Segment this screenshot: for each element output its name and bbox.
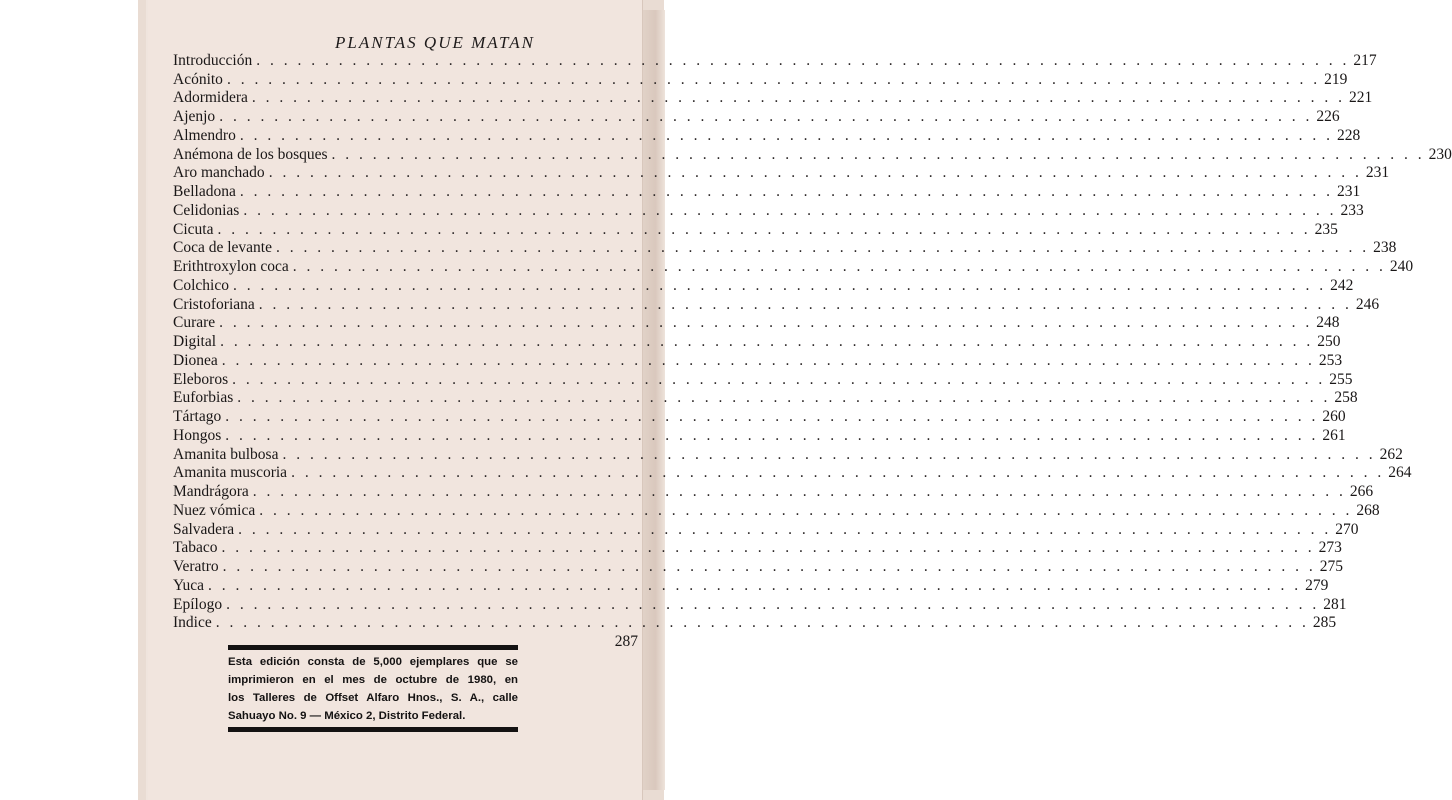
- toc-leader-dots: . . . . . . . . . . . . . . . . . . . . . . . . . . . . . . . . . . . . . . . . . . . . . . . . . . . . . . . . . . . . . . . . . . . . . . . . . . . . . . . .: [259, 501, 1353, 519]
- toc-entry-label: Nuez vómica: [173, 501, 256, 519]
- toc-entry-label: Digital: [173, 333, 217, 350]
- toc-entry-page: 219: [1324, 70, 1348, 88]
- toc-leader-dots: . . . . . . . . . . . . . . . . . . . . . . . . . . . . . . . . . . . . . . . . . . . . . . . . . . . . . . . . . . . . . . . . . . . . . . . . . . . . . . . .: [232, 370, 1326, 388]
- toc-entry-page: 221: [1349, 89, 1373, 107]
- colophon-line: Esta edición consta de 5,000 ejemplares que se: [228, 656, 518, 668]
- toc-entry: [173, 164, 1390, 183]
- toc-entry-page: 268: [1356, 501, 1380, 519]
- toc-leader-dots: . . . . . . . . . . . . . . . . . . . . . . . . . . . . . . . . . . . . . . . . . . . . . . . . . . . . . . . . . . . . . . . . . . . . . . . . . . . . . . . .: [221, 351, 1315, 369]
- toc-entry-label: Curare: [173, 314, 216, 332]
- toc-entry-label: Amanita muscoria: [173, 464, 288, 482]
- toc-entry-page: 233: [1340, 201, 1364, 219]
- toc-entry-page: 248: [1316, 314, 1340, 332]
- toc-entry-page: 281: [1323, 595, 1347, 613]
- toc-entry: [173, 201, 1364, 220]
- colophon-line: imprimieron en el mes de octubre de 1980, en: [228, 674, 518, 686]
- toc-entry: [173, 464, 1412, 483]
- toc-entry-page: 217: [1353, 51, 1377, 69]
- toc-leader-dots: . . . . . . . . . . . . . . . . . . . . . . . . . . . . . . . . . . . . . . . . . . . . . . . . . . . . . . . . . . . . . . . . . . . . . . . . . . . . . . . .: [221, 539, 1315, 557]
- toc-entry: [173, 239, 1397, 258]
- toc-entry-label: Belladona: [173, 183, 236, 200]
- toc-leader-dots: . . . . . . . . . . . . . . . . . . . . . . . . . . . . . . . . . . . . . . . . . . . . . . . . . . . . . . . . . . . . . . . . . . . . . . . . . . . . . . . .: [208, 576, 1302, 594]
- toc-leader-dots: . . . . . . . . . . . . . . . . . . . . . . . . . . . . . . . . . . . . . . . . . . . . . . . . . . . . . . . . . . . . . . . . . . . . . . . . . . . . . . . .: [291, 464, 1385, 482]
- toc-leader-dots: . . . . . . . . . . . . . . . . . . . . . . . . . . . . . . . . . . . . . . . . . . . . . . . . . . . . . . . . . . . . . . . . . . . . . . . . . . . . . . . .: [282, 445, 1376, 463]
- toc-entry-page: 279: [1305, 576, 1329, 594]
- toc-entry-page: 262: [1379, 445, 1403, 463]
- toc-entry: [173, 501, 1380, 520]
- toc-leader-dots: . . . . . . . . . . . . . . . . . . . . . . . . . . . . . . . . . . . . . . . . . . . . . . . . . . . . . . . . . . . . . . . . . . . . . . . . . . . . . . . .: [256, 51, 1350, 69]
- toc-entry: [173, 576, 1329, 595]
- toc-leader-dots: . . . . . . . . . . . . . . . . . . . . . . . . . . . . . . . . . . . . . . . . . . . . . . . . . . . . . . . . . . . . . . . . . . . . . . . . . . . . . . . .: [239, 183, 1333, 200]
- toc-leader-dots: . . . . . . . . . . . . . . . . . . . . . . . . . . . . . . . . . . . . . . . . . . . . . . . . . . . . . . . . . . . . . . . . . . . . . . . . . . . . . . . .: [268, 164, 1362, 182]
- toc-leader-dots: . . . . . . . . . . . . . . . . . . . . . . . . . . . . . . . . . . . . . . . . . . . . . . . . . . . . . . . . . . . . . . . . . . . . . . . . . . . . . . . .: [292, 258, 1386, 275]
- toc-entry-page: 250: [1317, 333, 1341, 350]
- toc-entry-label: Salvadera: [173, 520, 235, 538]
- toc-entry: [173, 276, 1354, 295]
- toc-entry-label: Tabaco: [173, 539, 218, 557]
- toc-leader-dots: . . . . . . . . . . . . . . . . . . . . . . . . . . . . . . . . . . . . . . . . . . . . . . . . . . . . . . . . . . . . . . . . . . . . . . . . . . . . . . . .: [252, 483, 1346, 500]
- toc-entry-page: 231: [1365, 164, 1390, 182]
- toc-entry-page: 264: [1388, 464, 1412, 482]
- toc-entry-label: Almendro: [173, 126, 236, 144]
- toc-entry-label: Adormidera: [173, 89, 248, 107]
- colophon-box: [228, 645, 518, 732]
- table-of-contents: [173, 51, 1452, 651]
- toc-entry-label: Amanita bulbosa: [173, 445, 279, 463]
- toc-entry: [173, 51, 1377, 70]
- toc-entry-label: Eleboros: [173, 370, 229, 388]
- toc-leader-dots: . . . . . . . . . . . . . . . . . . . . . . . . . . . . . . . . . . . . . . . . . . . . . . . . . . . . . . . . . . . . . . . . . . . . . . . . . . . . . . . .: [238, 520, 1332, 538]
- toc-entry-label: Yuca: [173, 576, 204, 594]
- toc-entry: [173, 145, 1452, 164]
- toc-entry: [173, 370, 1353, 389]
- toc-entry-label: Veratro: [173, 558, 219, 575]
- toc-leader-dots: . . . . . . . . . . . . . . . . . . . . . . . . . . . . . . . . . . . . . . . . . . . . . . . . . . . . . . . . . . . . . . . . . . . . . . . . . . . . . . . .: [251, 89, 1346, 107]
- toc-leader-dots: . . . . . . . . . . . . . . . . . . . . . . . . . . . . . . . . . . . . . . . . . . . . . . . . . . . . . . . . . . . . . . . . . . . . . . . . . . . . . . . .: [219, 314, 1313, 332]
- toc-leader-dots: . . . . . . . . . . . . . . . . . . . . . . . . . . . . . . . . . . . . . . . . . . . . . . . . . . . . . . . . . . . . . . . . . . . . . . . . . . . . . . . .: [215, 614, 1309, 632]
- toc-leader-dots: . . . . . . . . . . . . . . . . . . . . . . . . . . . . . . . . . . . . . . . . . . . . . . . . . . . . . . . . . . . . . . . . . . . . . . . . . . . . . . . .: [239, 126, 1333, 144]
- toc-entry-page: 287: [614, 633, 638, 650]
- toc-entry: [173, 482, 1374, 501]
- toc-entry-label: Dionea: [173, 351, 218, 369]
- toc-entry-label: Celidonias: [173, 201, 240, 219]
- toc-entry-label: Introducción: [173, 51, 253, 69]
- toc-entry-label: Euforbias: [173, 389, 234, 407]
- toc-entry: [173, 89, 1373, 108]
- toc-entry-page: 253: [1318, 351, 1343, 369]
- toc-entry-label: Coca de levante: [173, 239, 272, 257]
- toc-entry-label: Acónito: [173, 70, 223, 88]
- toc-entry-label: Anémona de los bosques: [173, 145, 328, 163]
- toc-entry-label: Hongos: [173, 426, 222, 444]
- toc-leader-dots: . . . . . . . . . . . . . . . . . . . . . . . . . . . . . . . . . . . . . . . . . . . . . . . . . . . . . . . . . . . . . . . . . . . . . . . . . . . . . . . .: [237, 389, 1331, 407]
- toc-entry: [173, 539, 1342, 558]
- toc-entry: [173, 389, 1358, 408]
- toc-entry-page: 258: [1334, 389, 1358, 407]
- toc-entry: [173, 351, 1343, 370]
- toc-entry-label: Erithtroxylon coca: [173, 258, 289, 275]
- toc-entry-label: Cicuta: [173, 220, 214, 238]
- toc-leader-dots: . . . . . . . . . . . . . . . . . . . . . . . . . . . . . . . . . . . . . . . . . . . . . . . . . . . . . . . . . . . . . . . . . . . . . . . . . . . . . . . .: [243, 201, 1337, 219]
- toc-entry-page: 285: [1312, 614, 1337, 632]
- toc-leader-dots: . . . . . . . . . . . . . . . . . . . . . . . . . . . . . . . . . . . . . . . . . . . . . . . . . . . . . . . . . . . . . . . . . . . . . . . . . . . . . . . .: [220, 333, 1314, 350]
- toc-entry-page: 231: [1336, 183, 1361, 200]
- toc-entry-page: 270: [1335, 520, 1359, 538]
- toc-entry-label: Epílogo: [173, 595, 223, 613]
- toc-entry-label: Mandrágora: [173, 483, 249, 500]
- toc-leader-dots: . . . . . . . . . . . . . . . . . . . . . . . . . . . . . . . . . . . . . . . . . . . . . . . . . . . . . . . . . . . . . . . . . . . . . . . . . . . . . . . .: [225, 408, 1319, 425]
- toc-leader-dots: . . . . . . . . . . . . . . . . . . . . . . . . . . . . . . . . . . . . . . . . . . . . . . . . . . . . . . . . . . . . . . . . . . . . . . . . . . . . . . . .: [258, 295, 1352, 313]
- toc-entry-page: 255: [1329, 370, 1353, 388]
- toc-entry: [173, 614, 1337, 633]
- toc-entry-label: Aro manchado: [173, 164, 265, 182]
- toc-entry-label: Ajenjo: [173, 108, 216, 125]
- toc-entry: [173, 332, 1341, 351]
- toc-entry: [173, 314, 1340, 333]
- toc-entry-page: 226: [1316, 108, 1340, 125]
- toc-entry: [173, 557, 1343, 576]
- toc-entry: [173, 70, 1348, 89]
- toc-entry: [173, 126, 1361, 145]
- toc-leader-dots: . . . . . . . . . . . . . . . . . . . . . . . . . . . . . . . . . . . . . . . . . . . . . . . . . . . . . . . . . . . . . . . . . . . . . . . . . . . . . . . .: [217, 220, 1311, 238]
- colophon-line: Sahuayo No. 9 — México 2, Distrito Federal.: [228, 710, 466, 722]
- toc-entry-page: 266: [1349, 483, 1374, 500]
- toc-leader-dots: . . . . . . . . . . . . . . . . . . . . . . . . . . . . . . . . . . . . . . . . . . . . . . . . . . . . . . . . . . . . . . . . . . . . . . . . . . . . . . . .: [226, 595, 1320, 613]
- toc-entry: [173, 257, 1414, 276]
- toc-leader-dots: . . . . . . . . . . . . . . . . . . . . . . . . . . . . . . . . . . . . . . . . . . . . . . . . . . . . . . . . . . . . . . . . . . . . . . . . . . . . . . . .: [225, 426, 1319, 444]
- toc-entry: [173, 182, 1361, 201]
- section-title: PLANTAS QUE MATAN: [335, 33, 535, 52]
- toc-entry: [173, 445, 1403, 464]
- toc-entry-page: 228: [1336, 126, 1361, 144]
- colophon-line: los Talleres de Offset Alfaro Hnos., S. A., calle: [228, 692, 518, 704]
- toc-entry-page: 230: [1428, 145, 1452, 163]
- toc-entry: [173, 220, 1338, 239]
- toc-entry: [173, 426, 1346, 445]
- toc-leader-dots: . . . . . . . . . . . . . . . . . . . . . . . . . . . . . . . . . . . . . . . . . . . . . . . . . . . . . . . . . . . . . . . . . . . . . . . . . . . . . . . .: [222, 558, 1316, 575]
- toc-entry: [173, 595, 1347, 614]
- toc-leader-dots: . . . . . . . . . . . . . . . . . . . . . . . . . . . . . . . . . . . . . . . . . . . . . . . . . . . . . . . . . . . . . . . . . . . . . . . . . . . . . . . .: [331, 145, 1425, 163]
- toc-entry-page: 242: [1330, 276, 1354, 294]
- toc-entry-page: 240: [1389, 258, 1414, 275]
- toc-entry-page: 273: [1318, 539, 1342, 557]
- toc-entry-page: 261: [1322, 426, 1346, 444]
- toc-entry: [173, 407, 1346, 426]
- toc-entry: [173, 295, 1380, 314]
- toc-entry-label: Tártago: [173, 408, 222, 425]
- toc-entry-page: 235: [1314, 220, 1338, 238]
- toc-entry-page: 260: [1322, 408, 1346, 425]
- toc-entry-page: 275: [1319, 558, 1343, 575]
- toc-leader-dots: . . . . . . . . . . . . . . . . . . . . . . . . . . . . . . . . . . . . . . . . . . . . . . . . . . . . . . . . . . . . . . . . . . . . . . . . . . . . . . . .: [219, 108, 1313, 125]
- toc-entry-page: 238: [1373, 239, 1397, 257]
- toc-entry-label: Cristoforiana: [173, 295, 255, 313]
- toc-leader-dots: . . . . . . . . . . . . . . . . . . . . . . . . . . . . . . . . . . . . . . . . . . . . . . . . . . . . . . . . . . . . . . . . . . . . . . . . . . . . . . . .: [275, 239, 1370, 257]
- toc-entry-page: 246: [1355, 295, 1380, 313]
- toc-leader-dots: . . . . . . . . . . . . . . . . . . . . . . . . . . . . . . . . . . . . . . . . . . . . . . . . . . . . . . . . . . . . . . . . . . . . . . . . . . . . . . . .: [232, 276, 1327, 294]
- book-page: [148, 0, 1452, 800]
- toc-entry-label: Indice: [173, 614, 212, 632]
- toc-entry: [173, 520, 1359, 539]
- toc-leader-dots: . . . . . . . . . . . . . . . . . . . . . . . . . . . . . . . . . . . . . . . . . . . . . . . . . . . . . . . . . . . . . . . . . . . . . . . . . . . . . . . .: [226, 70, 1321, 88]
- toc-entry-label: Colchico: [173, 276, 229, 294]
- toc-entry: [173, 107, 1340, 126]
